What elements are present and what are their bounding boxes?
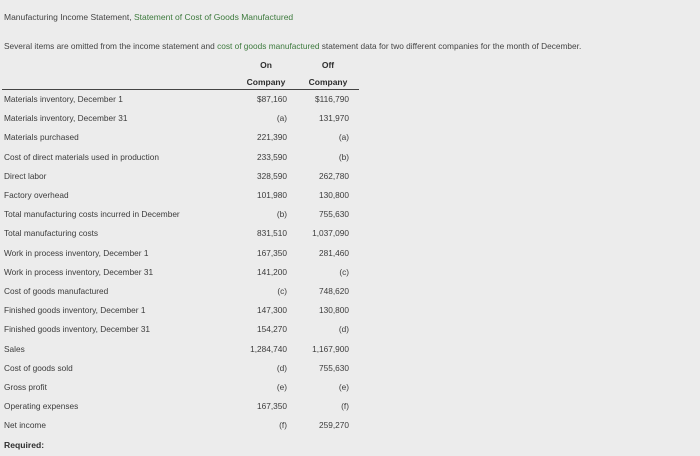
row-label: Materials purchased <box>4 132 79 143</box>
on-value: 167,350 <box>257 247 287 258</box>
row-label: Total manufacturing costs incurred in December <box>4 209 180 220</box>
header-on-line1: On <box>260 60 272 70</box>
header-off-line1: Off <box>321 60 335 70</box>
page-title <box>4 12 293 22</box>
off-value: (e) <box>338 382 349 392</box>
table-row <box>0 282 700 301</box>
on-value: 221,390 <box>257 132 287 143</box>
row-label: Sales <box>4 343 25 354</box>
title-link[interactable]: Statement of Cost of Goods Manufactured <box>133 12 294 22</box>
on-value: $87,160 <box>257 94 287 104</box>
table-row <box>0 340 700 359</box>
header-off-line2: Company <box>308 77 348 87</box>
on-value: 1,284,740 <box>250 343 287 354</box>
row-label: Cost of goods manufactured <box>4 286 109 296</box>
row-label: Materials inventory, December 31 <box>4 113 128 124</box>
off-value: (a) <box>338 132 349 143</box>
off-value: (c) <box>339 266 349 277</box>
table-row <box>0 90 700 109</box>
table-row <box>0 263 700 282</box>
on-value: 831,510 <box>257 228 287 239</box>
on-value: 154,270 <box>257 324 287 335</box>
table-row <box>0 359 700 378</box>
off-value: 131,970 <box>319 113 349 124</box>
row-label: Total manufacturing costs <box>4 228 99 239</box>
title-text: Manufacturing Income Statement, <box>4 12 134 22</box>
intro-text-a: Several items are omitted from the income statement and <box>4 41 218 51</box>
row-label: Cost of direct materials used in production <box>4 151 159 162</box>
off-value: 1,167,900 <box>312 343 349 354</box>
on-value: 147,300 <box>257 305 287 316</box>
on-value: (d) <box>276 362 287 373</box>
row-label: Net income <box>4 420 46 431</box>
table-row <box>0 186 700 205</box>
on-value: 167,350 <box>257 401 287 412</box>
table-row <box>0 301 700 320</box>
row-label: Direct labor <box>4 170 47 181</box>
off-value: 1,037,090 <box>312 228 349 239</box>
header-on-company <box>244 57 288 91</box>
on-value: (c) <box>277 286 287 296</box>
table-row <box>0 397 700 416</box>
off-value: 755,630 <box>319 209 349 220</box>
table-row <box>0 378 700 397</box>
off-value: 262,780 <box>319 170 349 181</box>
off-value: 281,460 <box>319 247 349 258</box>
header-on-line2: Company <box>246 77 286 87</box>
row-label: Work in process inventory, December 31 <box>4 266 154 277</box>
on-value: (b) <box>276 209 287 220</box>
row-label: Finished goods inventory, December 31 <box>4 324 151 335</box>
table-row <box>0 128 700 147</box>
on-value: 141,200 <box>257 266 287 277</box>
on-value: 101,980 <box>257 190 287 200</box>
off-value: $116,790 <box>315 94 349 104</box>
off-value: (b) <box>338 151 349 162</box>
off-value: 130,800 <box>319 190 349 200</box>
row-label: Operating expenses <box>4 401 79 412</box>
on-value: (a) <box>276 113 287 124</box>
intro-text-b: statement data for two different companies for the month of December. <box>319 41 582 51</box>
table-row <box>0 109 700 128</box>
table-row <box>0 167 700 186</box>
header-off-company <box>306 57 350 91</box>
row-label: Factory overhead <box>4 190 69 200</box>
off-value: 130,800 <box>319 305 349 316</box>
table-row <box>0 320 700 339</box>
off-value: 755,630 <box>319 362 349 373</box>
off-value: 748,620 <box>319 286 349 296</box>
table-row <box>0 244 700 263</box>
off-value: (f) <box>341 401 349 412</box>
row-label: Cost of goods sold <box>4 362 73 373</box>
intro-text <box>4 41 581 51</box>
required-heading: Required: <box>4 440 45 450</box>
row-label: Materials inventory, December 1 <box>4 94 123 104</box>
table-row <box>0 148 700 167</box>
row-label: Gross profit <box>4 382 47 392</box>
table-row <box>0 224 700 243</box>
on-value: 328,590 <box>257 170 287 181</box>
off-value: (d) <box>338 324 349 335</box>
row-label: Work in process inventory, December 1 <box>4 247 149 258</box>
row-label: Finished goods inventory, December 1 <box>4 305 146 316</box>
table-row <box>0 416 700 435</box>
on-value: (f) <box>279 420 287 431</box>
intro-link[interactable]: cost of goods manufactured <box>217 41 320 51</box>
on-value: 233,590 <box>257 151 287 162</box>
off-value: 259,270 <box>319 420 349 431</box>
on-value: (e) <box>276 382 287 392</box>
table-row <box>0 205 700 224</box>
